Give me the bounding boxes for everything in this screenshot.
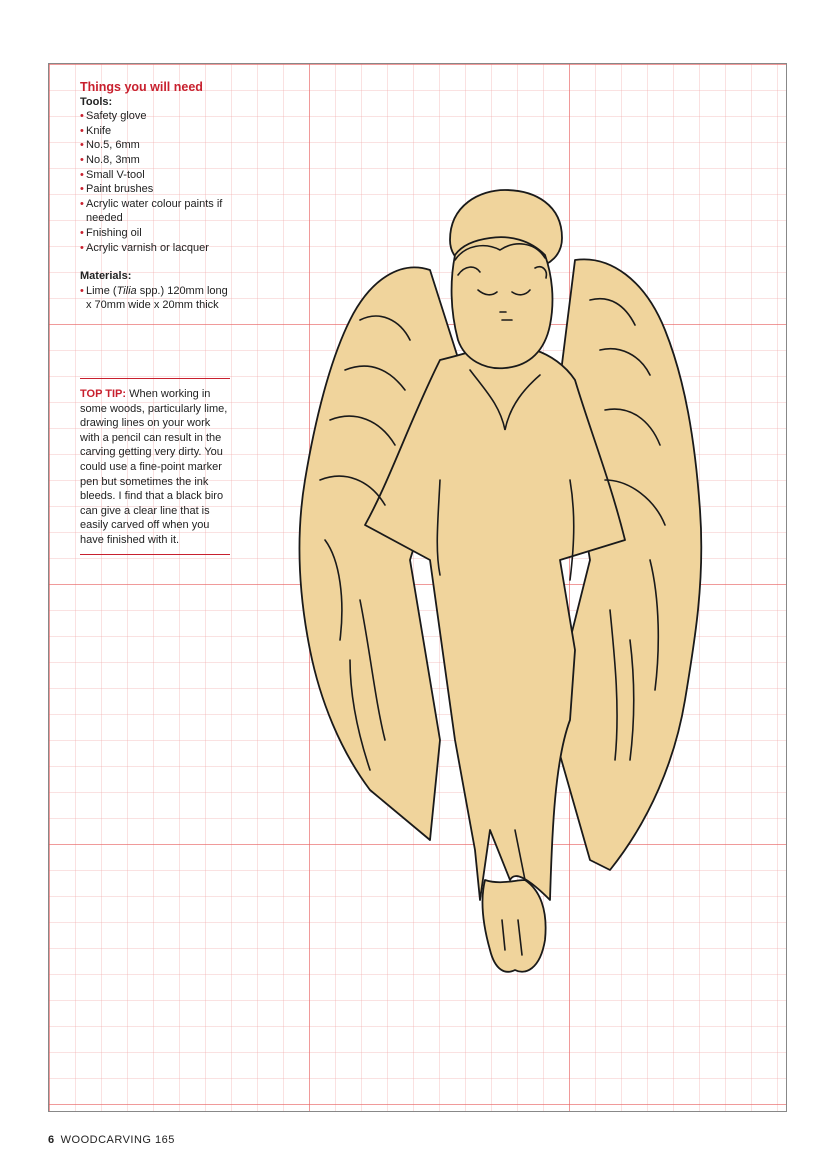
- materials-heading: Materials:: [80, 270, 132, 283]
- robe-hem: [483, 880, 546, 972]
- list-item: • Fnishing oil: [80, 226, 232, 241]
- publication-name: WOODCARVING 165: [60, 1134, 175, 1146]
- tip-text: When working in some woods, particularly lime, drawing lines on your work with a pencil can result in the carving getting very dirty. You could use a fine-point marker pen but sometimes the ink bleeds. I find that a black biro can give a clear line that is easily carved off when you have finished with it.: [80, 388, 228, 546]
- list-item: • Small V-tool: [80, 168, 232, 183]
- page-number: 6: [48, 1134, 55, 1146]
- things-you-will-need-box: [80, 80, 232, 313]
- box-title: Things you will need: [80, 80, 203, 94]
- tip-label: TOP TIP:: [80, 388, 127, 400]
- list-item: • Safety glove: [80, 109, 232, 124]
- list-item: • No.8, 3mm: [80, 153, 232, 168]
- angel-pattern-drawing: [290, 180, 710, 980]
- tools-heading: Tools:: [80, 95, 113, 108]
- materials-list: [80, 284, 232, 313]
- top-tip-box: [80, 378, 230, 555]
- list-item: • Acrylic water colour paints if needed: [80, 197, 232, 226]
- page-footer: [48, 1134, 175, 1146]
- materials-prefix: Lime (: [86, 284, 117, 297]
- materials-italic: Tilia: [116, 284, 137, 297]
- materials-suffix: spp.) 120mm long x 70mm wide x 20mm thick: [86, 284, 228, 312]
- angel-illustration: [290, 180, 710, 980]
- list-item: • Knife: [80, 124, 232, 139]
- list-item: [80, 284, 232, 313]
- list-item: • Paint brushes: [80, 182, 232, 197]
- list-item: • No.5, 6mm: [80, 138, 232, 153]
- tools-list: [80, 109, 232, 255]
- head: [452, 237, 553, 368]
- list-item: • Acrylic varnish or lacquer: [80, 241, 232, 256]
